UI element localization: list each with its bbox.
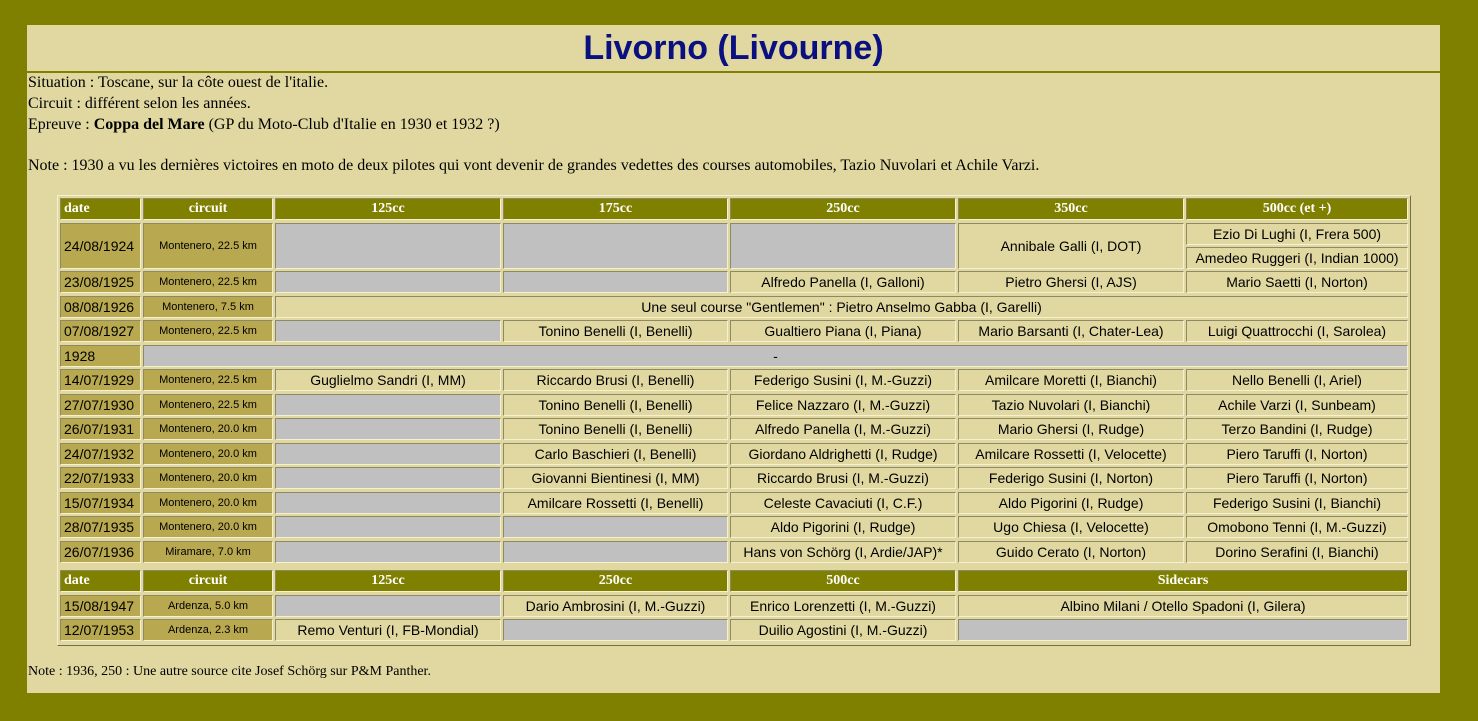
row-date: 24/08/1924 — [60, 223, 141, 269]
row-date: 22/07/1933 — [60, 467, 141, 489]
winner-350cc: Pietro Ghersi (I, AJS) — [958, 271, 1184, 293]
winner-350cc: Amilcare Rossetti (I, Velocette) — [958, 443, 1184, 465]
row-date: 07/08/1927 — [60, 320, 141, 342]
winner-250cc: Celeste Cavaciuti (I, C.F.) — [730, 492, 956, 514]
page-title: Livorno (Livourne) — [583, 29, 884, 67]
header-date: date — [60, 198, 141, 220]
winner-125cc: Guglielmo Sandri (I, MM) — [275, 369, 501, 391]
winner-175cc — [503, 541, 728, 563]
section2-header-circuit: circuit — [143, 570, 273, 592]
winner-125cc — [275, 541, 501, 563]
winner-500cc: Dorino Serafini (I, Bianchi) — [1186, 541, 1408, 563]
row-date: 27/07/1930 — [60, 394, 141, 416]
winner-175cc: Tonino Benelli (I, Benelli) — [503, 320, 728, 342]
winner-125cc — [275, 320, 501, 342]
row-circuit: Miramare, 7.0 km — [143, 541, 273, 563]
row-circuit: Ardenza, 5.0 km — [143, 595, 273, 617]
section2-header-500cc: 500cc — [730, 570, 956, 592]
winner-250cc: Giordano Aldrighetti (I, Rudge) — [730, 443, 956, 465]
header-circuit: circuit — [143, 198, 273, 220]
row-date: 26/07/1931 — [60, 418, 141, 440]
row-date: 12/07/1953 — [60, 619, 141, 641]
row-circuit: Montenero, 22.5 km — [143, 271, 273, 293]
winner-125cc — [275, 418, 501, 440]
winner-sidecar: Albino Milani / Otello Spadoni (I, Gilera) — [958, 595, 1408, 617]
epreuve-line — [28, 115, 500, 135]
winner-350cc: Ugo Chiesa (I, Velocette) — [958, 516, 1184, 538]
winner-350cc: Guido Cerato (I, Norton) — [958, 541, 1184, 563]
row-date: 14/07/1929 — [60, 369, 141, 391]
winner-250cc — [730, 223, 956, 269]
row-circuit: Montenero, 20.0 km — [143, 443, 273, 465]
winner-175cc — [503, 223, 728, 269]
row-circuit: Montenero, 20.0 km — [143, 467, 273, 489]
section2-header-250cc: 250cc — [503, 570, 728, 592]
header-175cc: 175cc — [503, 198, 728, 220]
winner-500cc: Amedeo Ruggeri (I, Indian 1000) — [1186, 247, 1408, 269]
row-circuit: Montenero, 7.5 km — [143, 296, 273, 318]
results-table — [57, 195, 1411, 646]
winner-500cc: Duilio Agostini (I, M.-Guzzi) — [730, 619, 956, 641]
winner-175cc — [503, 516, 728, 538]
row-date: 26/07/1936 — [60, 541, 141, 563]
winner-125cc — [275, 223, 501, 269]
winner-500cc: Mario Saetti (I, Norton) — [1186, 271, 1408, 293]
header-125cc: 125cc — [275, 198, 501, 220]
winner-125cc — [275, 492, 501, 514]
winner-250cc: Alfredo Panella (I, Galloni) — [730, 271, 956, 293]
winner-175cc: Giovanni Bientinesi (I, MM) — [503, 467, 728, 489]
winner-250cc: Federigo Susini (I, M.-Guzzi) — [730, 369, 956, 391]
row-date: 15/07/1934 — [60, 492, 141, 514]
winner-350cc: Annibale Galli (I, DOT) — [958, 223, 1184, 269]
winner-350cc: Tazio Nuvolari (I, Bianchi) — [958, 394, 1184, 416]
row-date: 1928 — [60, 345, 141, 367]
winner-500cc: Ezio Di Lughi (I, Frera 500) — [1186, 223, 1408, 245]
header-500cc: 500cc (et +) — [1186, 198, 1408, 220]
winner-250cc: Aldo Pigorini (I, Rudge) — [730, 516, 956, 538]
winner-350cc: Aldo Pigorini (I, Rudge) — [958, 492, 1184, 514]
winner-250cc: Felice Nazzaro (I, M.-Guzzi) — [730, 394, 956, 416]
winner-125cc — [275, 467, 501, 489]
winner-500cc: Terzo Bandini (I, Rudge) — [1186, 418, 1408, 440]
winner-125cc — [275, 595, 501, 617]
winner-500cc: Luigi Quattrocchi (I, Sarolea) — [1186, 320, 1408, 342]
winner-250cc: Gualtiero Piana (I, Piana) — [730, 320, 956, 342]
header-350cc: 350cc — [958, 198, 1184, 220]
situation-line: Situation : Toscane, sur la côte ouest de l'italie. — [28, 74, 329, 91]
winner-250cc: Dario Ambrosini (I, M.-Guzzi) — [503, 595, 728, 617]
winner-125cc — [275, 394, 501, 416]
winner-500cc: Piero Taruffi (I, Norton) — [1186, 467, 1408, 489]
winner-175cc: Carlo Baschieri (I, Benelli) — [503, 443, 728, 465]
row-circuit: Montenero, 22.5 km — [143, 369, 273, 391]
row-circuit: Montenero, 22.5 km — [143, 394, 273, 416]
winner-125cc — [275, 271, 501, 293]
winner-175cc: Tonino Benelli (I, Benelli) — [503, 394, 728, 416]
winner-125cc — [275, 443, 501, 465]
row-no-race: - — [143, 345, 1408, 367]
row-circuit: Ardenza, 2.3 km — [143, 619, 273, 641]
winner-350cc: Federigo Susini (I, Norton) — [958, 467, 1184, 489]
section2-header-date: date — [60, 570, 141, 592]
winner-250cc: Riccardo Brusi (I, M.-Guzzi) — [730, 467, 956, 489]
epreuve-suffix: (GP du Moto-Club d'Italie en 1930 et 1932 ?) — [204, 116, 500, 133]
winner-175cc: Riccardo Brusi (I, Benelli) — [503, 369, 728, 391]
row-date: 08/08/1926 — [60, 296, 141, 318]
winner-250cc — [503, 619, 728, 641]
row-date: 28/07/1935 — [60, 516, 141, 538]
row-date: 23/08/1925 — [60, 271, 141, 293]
winner-500cc: Federigo Susini (I, Bianchi) — [1186, 492, 1408, 514]
row-circuit: Montenero, 20.0 km — [143, 516, 273, 538]
winner-500cc: Omobono Tenni (I, M.-Guzzi) — [1186, 516, 1408, 538]
winner-500cc: Piero Taruffi (I, Norton) — [1186, 443, 1408, 465]
row-circuit: Montenero, 22.5 km — [143, 320, 273, 342]
winner-175cc: Amilcare Rossetti (I, Benelli) — [503, 492, 728, 514]
winner-125cc: Remo Venturi (I, FB-Mondial) — [275, 619, 501, 641]
circuit-line: Circuit : différent selon les années. — [28, 95, 251, 112]
winner-250cc: Alfredo Panella (I, M.-Guzzi) — [730, 418, 956, 440]
winner-175cc — [503, 271, 728, 293]
winner-250cc: Hans von Schörg (I, Ardie/JAP)* — [730, 541, 956, 563]
winner-500cc: Enrico Lorenzetti (I, M.-Guzzi) — [730, 595, 956, 617]
winner-175cc: Tonino Benelli (I, Benelli) — [503, 418, 728, 440]
winner-500cc: Achile Varzi (I, Sunbeam) — [1186, 394, 1408, 416]
winner-125cc — [275, 516, 501, 538]
winner-sidecar — [958, 619, 1408, 641]
row-circuit: Montenero, 20.0 km — [143, 492, 273, 514]
row-date: 24/07/1932 — [60, 443, 141, 465]
row-date: 15/08/1947 — [60, 595, 141, 617]
section2-header-125cc: 125cc — [275, 570, 501, 592]
bottom-note: Note : 1936, 250 : Une autre source cite Josef Schörg sur P&M Panther. — [28, 664, 431, 679]
winner-500cc: Nello Benelli (I, Ariel) — [1186, 369, 1408, 391]
epreuve-name: Coppa del Mare — [93, 116, 205, 133]
epreuve-prefix: Epreuve : — [28, 116, 94, 133]
row-single-race: Une seul course "Gentlemen" : Pietro Anselmo Gabba (I, Garelli) — [275, 296, 1408, 318]
winner-350cc: Amilcare Moretti (I, Bianchi) — [958, 369, 1184, 391]
winner-350cc: Mario Barsanti (I, Chater-Lea) — [958, 320, 1184, 342]
page-content — [27, 25, 1440, 693]
header-250cc: 250cc — [730, 198, 956, 220]
row-circuit: Montenero, 22.5 km — [143, 223, 273, 269]
intro-note: Note : 1930 a vu les dernières victoires en moto de deux pilotes qui vont devenir de grandes vedettes des courses automobiles, Tazio Nuvolari et Achile Varzi. — [28, 157, 1040, 174]
winner-350cc: Mario Ghersi (I, Rudge) — [958, 418, 1184, 440]
row-circuit: Montenero, 20.0 km — [143, 418, 273, 440]
section2-header-sidecars: Sidecars — [958, 570, 1408, 592]
